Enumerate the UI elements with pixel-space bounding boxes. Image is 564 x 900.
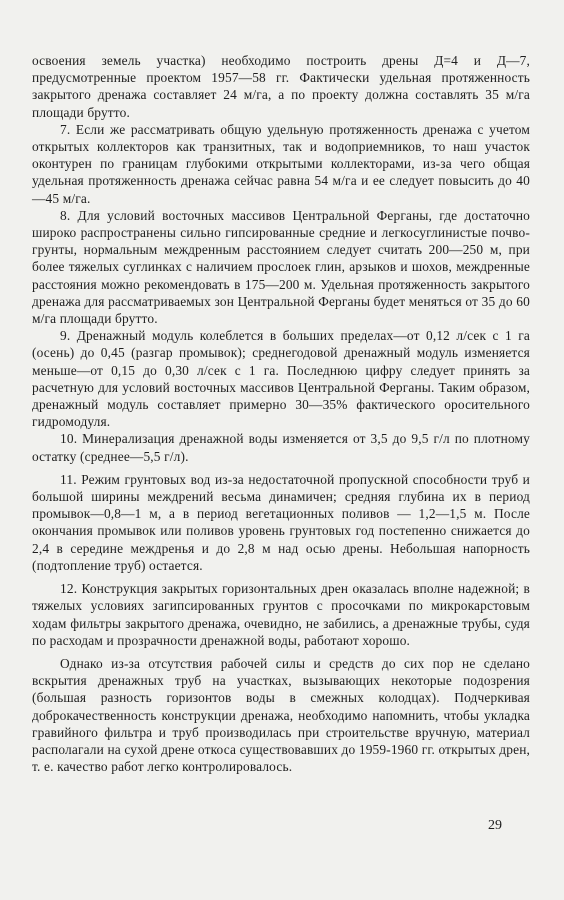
- page-number: 29: [488, 818, 502, 833]
- paragraph-12: 12. Конструкция закрытых горизонтальных дрен оказалась вполне надежной; в тяжелых условиях загипсированных грунтов с просочками по микрокарстовым ходам фильтры закрытого дренажа, очевидно, не забились, а дренажные трубы, судя по расходам и прозрачности дренажной воды, работают хорошо.: [32, 581, 530, 648]
- body-text: [32, 52, 530, 775]
- paragraph-continuation: освоения земель участка) необходимо построить дрены Д=4 и Д—7, предусмотренные проектом 1957—58 гг. Фактически удельная протяженность закрытого дренажа составляет 24 м/га, а по проекту должна составлять 35 м/га площади брутто.: [32, 53, 530, 120]
- paragraph-7: 7. Если же рассматривать общую удельную протяженность дренажа с учетом открытых коллекторов как транзитных, так и водоприемников, то наш участок оконтурен по границам глубокими открытыми коллекторами, из-за чего общая удельная протяженность дренажа сейчас равна 54 м/га и ее следует повысить до 40—45 м/га.: [32, 121, 530, 206]
- paragraph-11: 11. Режим грунтовых вод из-за недостаточной пропускной способности труб и большой ширины междрений весьма динамичен; средняя глубина их в период промывок—0,8—1 м, а в период вегетационных поливов — 1,2—1,5 м. После окончания промывок или поливов уровень грунтовых год постепенно снижается до 2,4 в середине междренья и до 2,8 м над осью дрены. Небольшая напорность (подтопление труб) остается.: [32, 471, 530, 573]
- paragraph-8: 8. Для условий восточных массивов Центральной Ферганы, где достаточно широко распространены сильно гипсированные средние и легкосуглинистые почво-грунты, нормальным междренным расстоянием следует считать 200—250 м, при более тяжелых суглинках с наличием прослоек глин, арзыков и шохов, междренные расстояния можно рекомендовать в 175—200 м. Удельная протяженность закрытого дренажа для рассматриваемых зон Центральной Ферганы будет меняться от 35 до 60 м/га площади брутто.: [32, 207, 530, 327]
- paragraph-conclusion: Однако из-за отсутствия рабочей силы и средств до сих пор не сделано вскрытия дренажных труб на участках, вызывающих некоторые подозрения (большая разность горизонтов воды в смежных колодцах). Подчеркивая доброкачественность конструкции дренажа, необходимо напомнить, чтобы укладка гравийного фильтра и труб производилась при строительстве вручную, материал располагали на сухой дрене откоса существовавших до 1959-1960 гг. открытых дрен, т. е. качество работ легко контролировалось.: [32, 655, 531, 775]
- paragraph-10: 10. Минерализация дренажной воды изменяется от 3,5 до 9,5 г/л по плотному остатку (среднее—5,5 г/л).: [32, 431, 530, 464]
- paragraph-9: 9. Дренажный модуль колеблется в больших пределах—от 0,12 л/сек с 1 га (осень) до 0,45 (разгар промывок); среднегодовой дренажный модуль изменяется меньше—от 0,15 до 0,30 л/сек с 1 га. Последнюю цифру следует принять за расчетную для условий восточных массивов Центральной Ферганы. Таким образом, дренажный модуль составляет примерно 30—35% фактического оросительного гидромодуля.: [32, 328, 530, 430]
